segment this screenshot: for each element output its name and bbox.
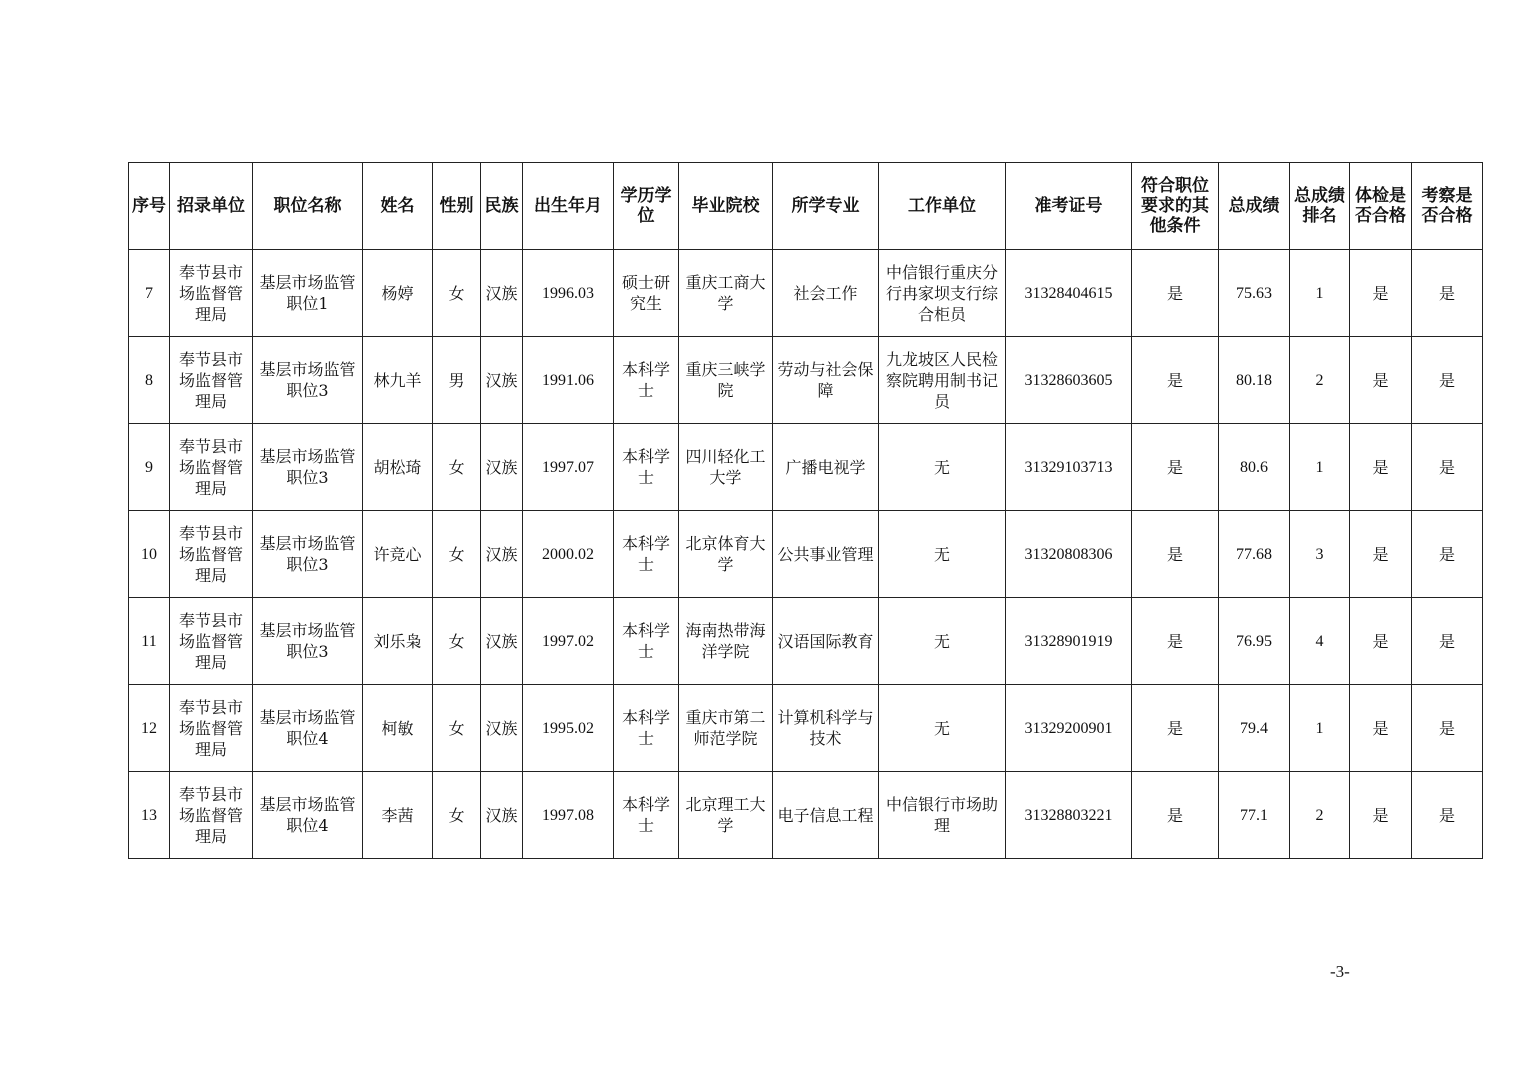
table-row: [129, 511, 1483, 598]
page-number: -3-: [1330, 962, 1350, 981]
cell-other-conditions: 是: [1132, 250, 1219, 337]
cell-exam-id: 31329103713: [1006, 424, 1132, 511]
cell-name: 胡松琦: [363, 424, 433, 511]
cell-gender: 女: [433, 424, 481, 511]
cell-employer: 中信银行市场助理: [879, 772, 1006, 859]
cell-employer: 九龙坡区人民检察院聘用制书记员: [879, 337, 1006, 424]
cell-employer: 中信银行重庆分行冉家坝支行综合柜员: [879, 250, 1006, 337]
cell-gender: 女: [433, 772, 481, 859]
cell-major: 汉语国际教育: [773, 598, 879, 685]
cell-education: 本科学士: [614, 511, 679, 598]
table-row: [129, 772, 1483, 859]
table-row: [129, 250, 1483, 337]
cell-school: 重庆市第二师范学院: [679, 685, 773, 772]
cell-total-score: 75.63: [1219, 250, 1290, 337]
cell-name: 柯敏: [363, 685, 433, 772]
cell-employer: 无: [879, 685, 1006, 772]
cell-other-conditions: 是: [1132, 511, 1219, 598]
cell-rank: 1: [1290, 250, 1350, 337]
cell-rank: 3: [1290, 511, 1350, 598]
cell-recruiting-unit: 奉节县市场监督管理局: [170, 250, 253, 337]
cell-total-score: 77.1: [1219, 772, 1290, 859]
cell-medical: 是: [1350, 424, 1412, 511]
cell-position: 基层市场监管职位1: [253, 250, 363, 337]
cell-seq: 13: [129, 772, 170, 859]
cell-total-score: 79.4: [1219, 685, 1290, 772]
table-row: [129, 598, 1483, 685]
cell-inspection: 是: [1412, 685, 1483, 772]
cell-ethnicity: 汉族: [481, 250, 523, 337]
cell-birth: 1997.02: [523, 598, 614, 685]
cell-recruiting-unit: 奉节县市场监督管理局: [170, 685, 253, 772]
cell-total-score: 80.18: [1219, 337, 1290, 424]
cell-inspection: 是: [1412, 250, 1483, 337]
cell-seq: 8: [129, 337, 170, 424]
cell-total-score: 76.95: [1219, 598, 1290, 685]
cell-recruiting-unit: 奉节县市场监督管理局: [170, 337, 253, 424]
table-header-row: [129, 163, 1483, 250]
cell-exam-id: 31328901919: [1006, 598, 1132, 685]
cell-ethnicity: 汉族: [481, 424, 523, 511]
header-name: 姓名: [363, 163, 433, 250]
cell-school: 北京体育大学: [679, 511, 773, 598]
cell-gender: 女: [433, 598, 481, 685]
cell-exam-id: 31328603605: [1006, 337, 1132, 424]
cell-major: 广播电视学: [773, 424, 879, 511]
cell-medical: 是: [1350, 598, 1412, 685]
cell-rank: 4: [1290, 598, 1350, 685]
cell-position: 基层市场监管职位3: [253, 337, 363, 424]
cell-seq: 7: [129, 250, 170, 337]
cell-seq: 10: [129, 511, 170, 598]
cell-inspection: 是: [1412, 424, 1483, 511]
cell-other-conditions: 是: [1132, 424, 1219, 511]
cell-position: 基层市场监管职位4: [253, 772, 363, 859]
cell-ethnicity: 汉族: [481, 598, 523, 685]
header-major: 所学专业: [773, 163, 879, 250]
header-position: 职位名称: [253, 163, 363, 250]
cell-education: 硕士研究生: [614, 250, 679, 337]
cell-other-conditions: 是: [1132, 337, 1219, 424]
cell-medical: 是: [1350, 772, 1412, 859]
cell-name: 林九羊: [363, 337, 433, 424]
cell-education: 本科学士: [614, 598, 679, 685]
cell-position: 基层市场监管职位3: [253, 511, 363, 598]
cell-inspection: 是: [1412, 772, 1483, 859]
cell-total-score: 77.68: [1219, 511, 1290, 598]
header-medical: 体检是否合格: [1350, 163, 1412, 250]
cell-exam-id: 31320808306: [1006, 511, 1132, 598]
results-table: [128, 162, 1483, 859]
cell-birth: 1997.08: [523, 772, 614, 859]
cell-ethnicity: 汉族: [481, 685, 523, 772]
cell-exam-id: 31328803221: [1006, 772, 1132, 859]
cell-name: 许竞心: [363, 511, 433, 598]
cell-major: 劳动与社会保障: [773, 337, 879, 424]
cell-major: 计算机科学与技术: [773, 685, 879, 772]
header-other-conditions: 符合职位要求的其他条件: [1132, 163, 1219, 250]
table-row: [129, 424, 1483, 511]
cell-recruiting-unit: 奉节县市场监督管理局: [170, 598, 253, 685]
header-education: 学历学位: [614, 163, 679, 250]
cell-birth: 1995.02: [523, 685, 614, 772]
cell-other-conditions: 是: [1132, 685, 1219, 772]
cell-ethnicity: 汉族: [481, 337, 523, 424]
header-recruiting-unit: 招录单位: [170, 163, 253, 250]
cell-exam-id: 31328404615: [1006, 250, 1132, 337]
cell-position: 基层市场监管职位4: [253, 685, 363, 772]
cell-birth: 1996.03: [523, 250, 614, 337]
cell-school: 重庆三峡学院: [679, 337, 773, 424]
cell-gender: 女: [433, 250, 481, 337]
header-school: 毕业院校: [679, 163, 773, 250]
cell-birth: 2000.02: [523, 511, 614, 598]
cell-medical: 是: [1350, 337, 1412, 424]
cell-employer: 无: [879, 598, 1006, 685]
cell-name: 李茜: [363, 772, 433, 859]
cell-rank: 2: [1290, 337, 1350, 424]
cell-education: 本科学士: [614, 337, 679, 424]
cell-total-score: 80.6: [1219, 424, 1290, 511]
cell-birth: 1991.06: [523, 337, 614, 424]
cell-school: 北京理工大学: [679, 772, 773, 859]
cell-school: 海南热带海洋学院: [679, 598, 773, 685]
header-gender: 性别: [433, 163, 481, 250]
cell-major: 公共事业管理: [773, 511, 879, 598]
cell-medical: 是: [1350, 685, 1412, 772]
cell-rank: 1: [1290, 685, 1350, 772]
cell-inspection: 是: [1412, 598, 1483, 685]
cell-inspection: 是: [1412, 337, 1483, 424]
cell-employer: 无: [879, 511, 1006, 598]
cell-recruiting-unit: 奉节县市场监督管理局: [170, 424, 253, 511]
cell-education: 本科学士: [614, 424, 679, 511]
header-seq: 序号: [129, 163, 170, 250]
cell-inspection: 是: [1412, 511, 1483, 598]
header-exam-id: 准考证号: [1006, 163, 1132, 250]
cell-recruiting-unit: 奉节县市场监督管理局: [170, 511, 253, 598]
cell-rank: 2: [1290, 772, 1350, 859]
cell-position: 基层市场监管职位3: [253, 424, 363, 511]
cell-recruiting-unit: 奉节县市场监督管理局: [170, 772, 253, 859]
header-inspection: 考察是否合格: [1412, 163, 1483, 250]
cell-major: 社会工作: [773, 250, 879, 337]
cell-seq: 12: [129, 685, 170, 772]
header-rank: 总成绩排名: [1290, 163, 1350, 250]
cell-gender: 男: [433, 337, 481, 424]
cell-school: 四川轻化工大学: [679, 424, 773, 511]
cell-major: 电子信息工程: [773, 772, 879, 859]
cell-gender: 女: [433, 685, 481, 772]
cell-rank: 1: [1290, 424, 1350, 511]
cell-education: 本科学士: [614, 772, 679, 859]
header-birth: 出生年月: [523, 163, 614, 250]
cell-gender: 女: [433, 511, 481, 598]
cell-exam-id: 31329200901: [1006, 685, 1132, 772]
cell-name: 杨婷: [363, 250, 433, 337]
cell-name: 刘乐枭: [363, 598, 433, 685]
cell-seq: 11: [129, 598, 170, 685]
header-ethnicity: 民族: [481, 163, 523, 250]
cell-other-conditions: 是: [1132, 598, 1219, 685]
cell-medical: 是: [1350, 250, 1412, 337]
cell-education: 本科学士: [614, 685, 679, 772]
cell-ethnicity: 汉族: [481, 511, 523, 598]
table-row: [129, 685, 1483, 772]
table-row: [129, 337, 1483, 424]
cell-birth: 1997.07: [523, 424, 614, 511]
cell-seq: 9: [129, 424, 170, 511]
cell-position: 基层市场监管职位3: [253, 598, 363, 685]
cell-medical: 是: [1350, 511, 1412, 598]
cell-school: 重庆工商大学: [679, 250, 773, 337]
cell-ethnicity: 汉族: [481, 772, 523, 859]
cell-employer: 无: [879, 424, 1006, 511]
cell-other-conditions: 是: [1132, 772, 1219, 859]
header-employer: 工作单位: [879, 163, 1006, 250]
header-total-score: 总成绩: [1219, 163, 1290, 250]
